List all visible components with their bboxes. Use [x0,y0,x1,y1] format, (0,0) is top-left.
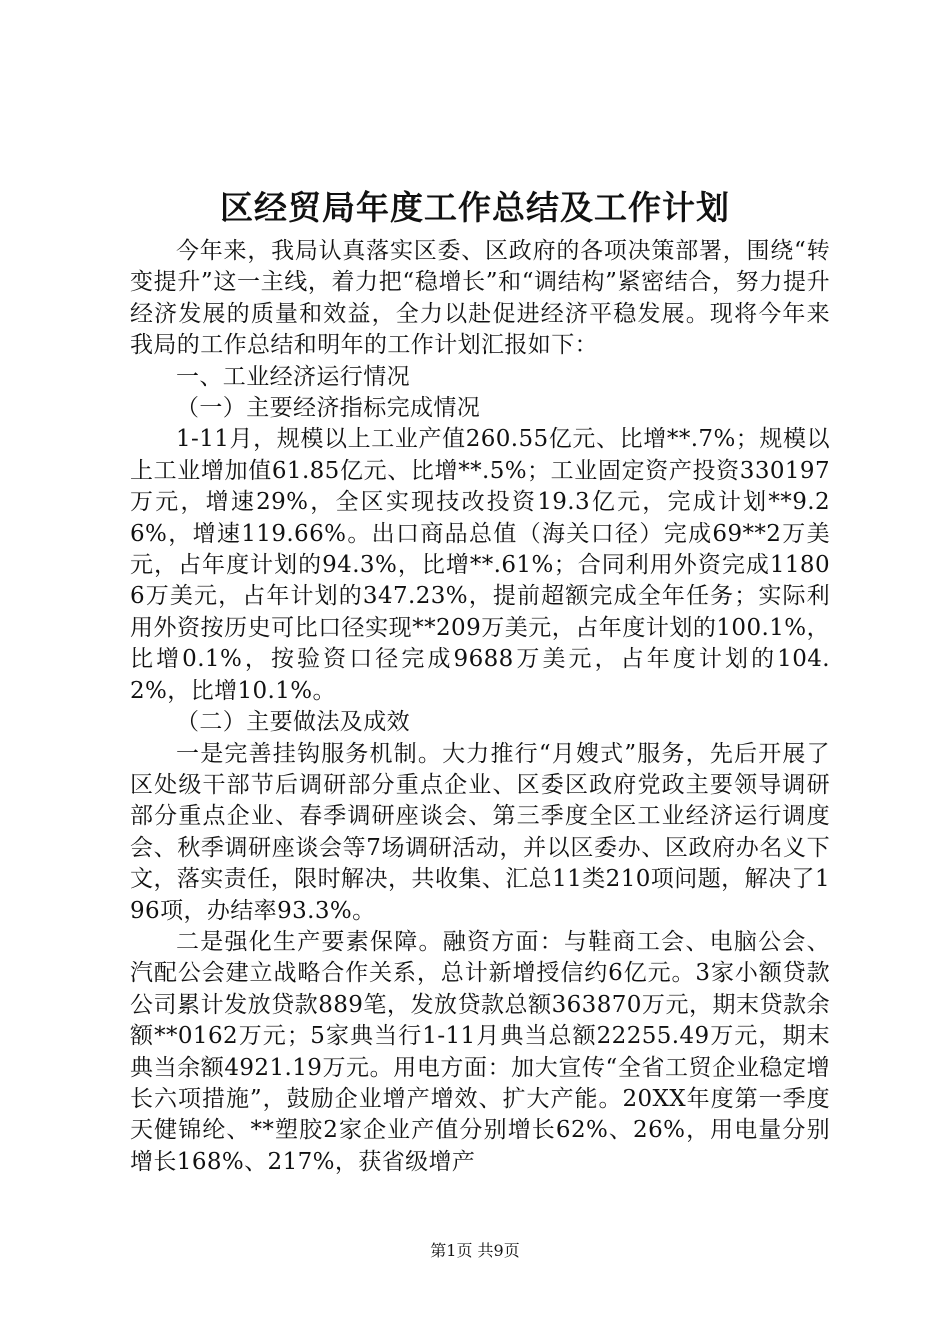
measure-paragraph-production: 二是强化生产要素保障。融资方面：与鞋商工会、电脑公会、汽配公会建立战略合作关系，总计新增授信约6亿元。3家小额贷款公司累计发放贷款889笔，发放贷款总额363870万元，期末贷款余额**0162万元；5家典当行1-11月典当总额22255.49万元，期末典当余额4921.19万元。用电方面：加大宣传“全省工贸企业稳定增长六项措施”，鼓励企业增产增效、扩大产能。20XX年度第一季度天健锦纶、**塑胶2家企业产值分别增长62%、26%，用电量分别增长168%、217%，获省级增产 [130,928,830,1175]
page-footer: 第1页 共9页 [430,1241,520,1260]
indicators-paragraph: 1-11月，规模以上工业产值260.55亿元、比增**.7%；规模以上工业增加值61.85亿元、比增**.5%；工业固定资产投资330197万元，增速29%，全区实现技改投资19.3亿元，完成计划**9.26%，增速119.66%。出口商品总值（海关口径）完成69**2万美元，占年度计划的94.3%，比增**.61%；合同利用外资完成11806万美元，占年计划的347.23%，提前超额完成全年任务；实际利用外资按历史可比口径实现**209万美元，占年度计划的100.1%，比增0.1%，按验资口径完成9688万美元，占年度计划的104.2%，比增10.1%。 [130,426,830,704]
section-heading-industry: 一、工业经济运行情况 [176,363,410,390]
measure-paragraph-service: 一是完善挂钩服务机制。大力推行“月嫂式”服务，先后开展了区处级干部节后调研部分重点企业、区委区政府党政主要领导调研部分重点企业、春季调研座谈会、第三季度全区工业经济运行调度会、秋季调研座谈会等7场调研活动，并以区委办、区政府办名义下文，落实责任，限时解决，共收集、汇总11类210项问题，解决了196项，办结率93.3%。 [130,740,830,924]
document-title: 区经贸局年度工作总结及工作计划 [220,188,730,227]
subsection-heading-measures: （二）主要做法及成效 [176,709,410,736]
intro-paragraph: 今年来，我局认真落实区委、区政府的各项决策部署，围绕“转变提升”这一主线，着力把“稳增长”和“调结构”紧密结合，努力提升经济发展的质量和效益，全力以赴促进经济平稳发展。现将今年来我局的工作总结和明年的工作计划汇报如下： [130,238,830,359]
document-body [130,236,830,1178]
subsection-heading-indicators: （一）主要经济指标完成情况 [176,395,481,422]
